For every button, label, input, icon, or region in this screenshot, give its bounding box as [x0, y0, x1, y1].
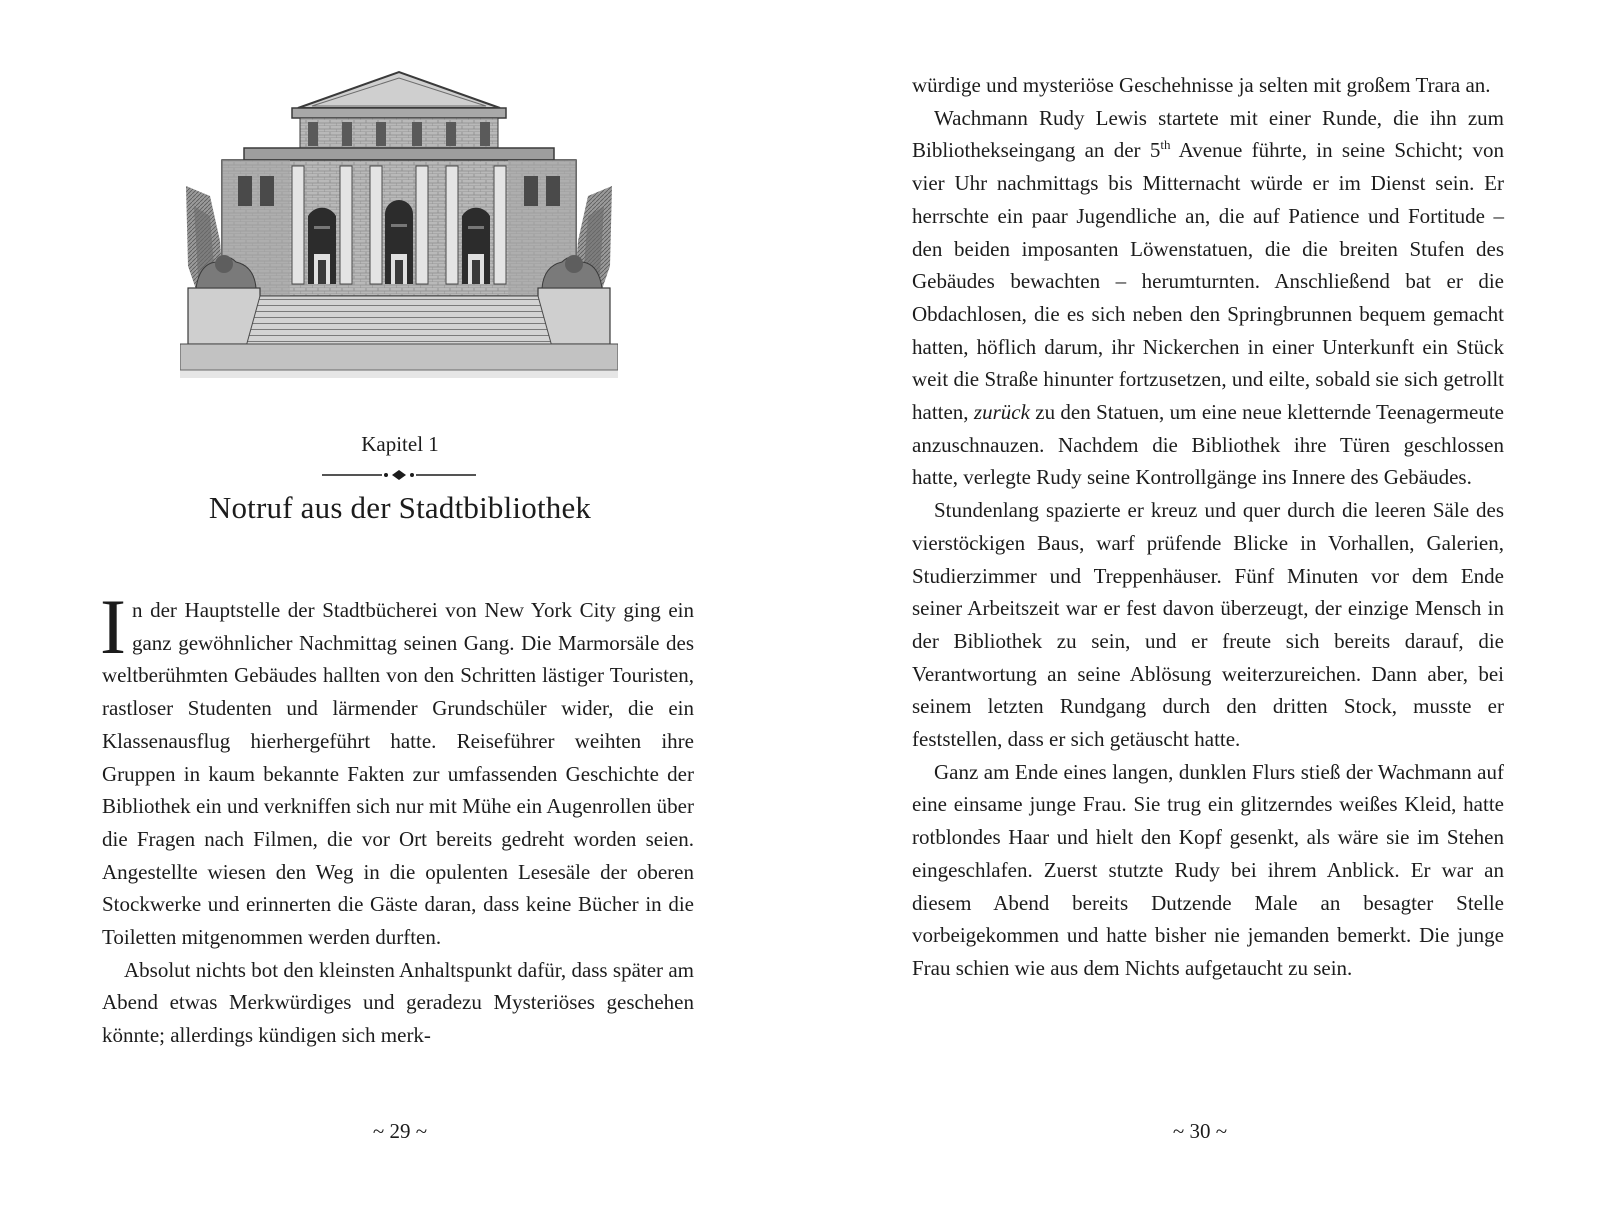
ornament-divider-icon	[322, 468, 476, 482]
drop-cap: I	[100, 583, 126, 670]
paragraph: Stundenlang spazierte er kreuz und quer durch die leeren Säle des vierstöckigen Baus, warf prüfende Blicke in Vorhallen, Galerien, Studierzimmer und Treppenhäuser. Fünf Minuten vor dem Ende seiner Arbeitszeit war er fest davon überzeugt, der einzige Mensch in der Bibliothek zu sein, und er freute sich bereits darauf, die Verantwortung an seine Ablösung weiterzureichen. Dann aber, bei seinem letzten Rundgang durch den dritten Stock, musste er feststellen, dass er sich getäuscht hatte.	[912, 498, 1504, 752]
page-number: ~ 30 ~	[1172, 1119, 1228, 1143]
paragraph: Ganz am Ende eines langen, dunklen Flurs stieß der Wachmann auf eine einsame junge Frau. Sie trug ein glitzerndes weißes Kleid, hatte rotblondes Haar und hielt den Kopf gesenkt, als wäre sie im Stehen eingeschlafen. Zuerst stutzte Rudy bei ihrem Anblick. Er war an diesem Abend bereits Dutzende Male an besagter Stelle vorbeigekommen und hatte bisher nie jemanden bemerkt. Die junge Frau schien wie aus dem Nichts aufgetaucht zu sein.	[912, 759, 1504, 980]
paragraph-continuation: würdige und mysteriöse Geschehnisse ja selten mit großem Trara an.	[912, 73, 1491, 97]
paragraph: Absolut nichts bot den kleinsten Anhaltspunkt dafür, dass später am Abend etwas Merkwürdiges und geradezu Mysteriöses geschehen könnte; allerdings kündigen sich merk-	[102, 957, 694, 1048]
chapter-label: Kapitel 1	[361, 432, 439, 456]
superscript: th	[1160, 137, 1171, 153]
chapter-title: Notruf aus der Stadtbibliothek	[208, 490, 592, 525]
paragraph-text: Wachmann Rudy Lewis startete mit einer Runde, die ihn zum Bibliothekseingang an der 5	[912, 105, 1504, 163]
italic-word: zurück	[973, 400, 1030, 425]
page-number: ~ 29 ~	[372, 1119, 428, 1143]
paragraph	[912, 102, 1504, 494]
left-page-body	[100, 583, 694, 1052]
paragraph	[100, 583, 694, 954]
right-page	[800, 0, 1600, 1216]
library-building-illustration	[180, 66, 618, 386]
paragraph-text: zu den Statuen, um eine neue kletternde Teenagermeute anzuschnauzen. Nachdem die Bibliothek ihre Türen geschlossen hatte, verlegte Rudy seine Kontrollgänge ins Innere des Gebäudes.	[912, 400, 1504, 490]
paragraph-text: n der Hauptstelle der Stadtbücherei von New York City ging ein ganz gewöhnlicher Nachmittag seinen Gang. Die Marmorsäle des weltberühmten Gebäudes hallten von den Schritten lästiger Touristen, rastloser Studenten und lärmender Grundschüler wider, die ein Klassenausflug hierhergeführt hatte. Reiseführer weihten ihre Gruppen in kaum bekannte Fakten zur umfassenden Geschichte der Bibliothek ein und verkniffen sich nur mit Mühe ein Augenrollen über die Fragen nach Filmen, die vor Ort bereits gedreht worden seien. Angestellte wiesen den Weg in die opulenten Lesesäle der oberen Stockwerke und erinnerten die Gäste daran, dass keine Bücher in die Toiletten mitgenommen werden durften.	[102, 598, 694, 950]
right-page-body	[912, 69, 1504, 985]
paragraph-text: Avenue führte, in seine Schicht; von vier Uhr nachmittags bis Mitternacht würde er im Dienst sein. Er herrschte ein paar Jugendliche an, die auf Patience und Fortitude – den beiden imposanten Löwenstatuen, die die breiten Stufen des Gebäudes bewachten – herumturnten. Anschließend bat er die Obdachlosen, die es sich neben den Springbrunnen bequem gemacht hatten, höflich darum, ihr Nickerchen in einer Unterkunft ein Stück weit die Straße hinunter fortzusetzen, und eilte, sobald sie sich getrollt hatten,	[912, 138, 1504, 425]
